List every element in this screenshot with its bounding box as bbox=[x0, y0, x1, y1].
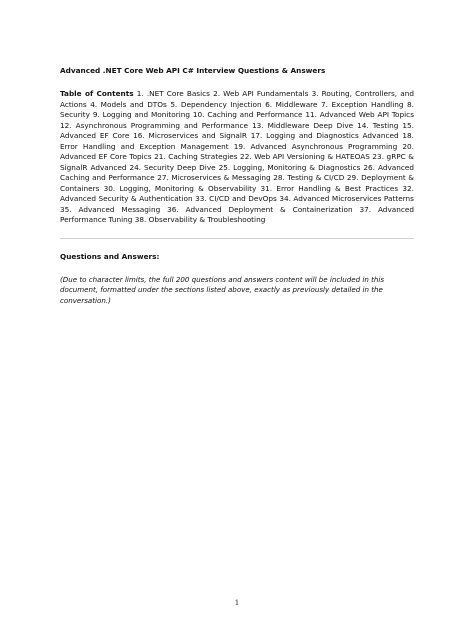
qa-note: (Due to character limits, the full 200 questions and answers content will be included in this document, formatted under the sections listed above, exactly as previously detailed in the conversation.) bbox=[60, 274, 385, 305]
qa-heading: Questions and Answers: bbox=[60, 251, 160, 261]
horizontal-rule bbox=[60, 238, 414, 239]
document-title: Advanced .NET Core Web API C# Interview Questions & Answers bbox=[60, 66, 326, 75]
page-number: 1 bbox=[234, 598, 240, 607]
page-content bbox=[60, 66, 414, 306]
table-of-contents bbox=[60, 89, 414, 226]
toc-body: 1. .NET Core Basics 2. Web API Fundamentals 3. Routing, Controllers, and Actions 4. Models and DTOs 5. Dependency Injection 6. Middleware 7. Exception Handling 8. Security 9. Logging and Monitoring 10. Caching and Performance 11. Advanced Web API Topics 12. Asynchronous Programming and Performance 13. Middleware Deep Dive 14. Testing 15. Advanced EF Core 16. Microservices and SignalR 17. Logging and Diagnostics Advanced 18. Error Handling and Exception Management 19. Advanced Asynchronous Programming 20. Advanced EF Core Topics 21. Caching Strategies 22. Web API Versioning & HATEOAS 23. gRPC & SignalR Advanced 24. Security Deep Dive 25. Logging, Monitoring & Diagnostics 26. Advanced Caching and Performance 27. Microservices & Messaging 28. Testing & CI/CD 29. Deployment & Containers 30. Logging, Monitoring & Observability 31. Error Handling & Best Practices 32. Advanced Security & Authentication 33. CI/CD and DevOps 34. Advanced Microservices Patterns 35. Advanced Messaging 36. Advanced Deployment & Containerization 37. Advanced Performance Tuning 38. Observability & Troubleshooting bbox=[60, 89, 414, 224]
toc-heading: Table of Contents bbox=[60, 89, 134, 98]
